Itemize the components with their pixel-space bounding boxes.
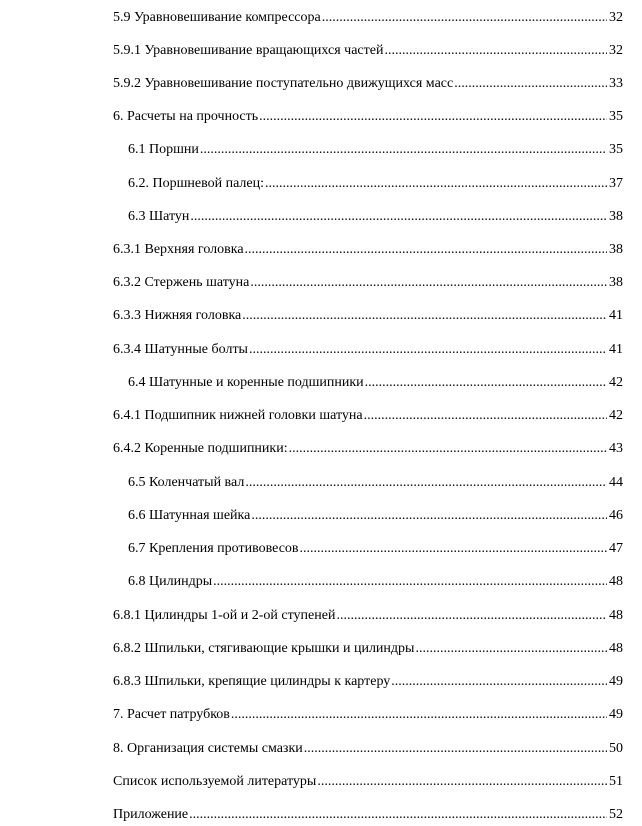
toc-entry[interactable] <box>128 504 623 524</box>
toc-entry[interactable] <box>113 703 623 723</box>
toc-entry[interactable] <box>113 338 623 358</box>
toc-entry[interactable] <box>128 371 623 391</box>
toc-dot-leader <box>231 707 607 723</box>
toc-entry[interactable] <box>113 737 623 757</box>
toc-entry-title: 6.4.2 Коренные подшипники: <box>113 441 288 456</box>
toc-entry-page-number: 35 <box>609 109 623 124</box>
toc-entry-title: 6.8.3 Шпильки, крепящие цилиндры к картеру <box>113 674 391 689</box>
toc-entry-page-number: 49 <box>609 707 623 722</box>
toc-entry[interactable] <box>113 670 623 690</box>
toc-entry[interactable] <box>113 271 623 291</box>
toc-entry[interactable] <box>128 537 623 557</box>
toc-entry-title: 6. Расчеты на прочность <box>113 109 259 124</box>
toc-dot-leader <box>251 508 607 524</box>
toc-entry-title: 6.3.3 Нижняя головка <box>113 308 242 323</box>
toc-entry[interactable] <box>113 238 623 258</box>
toc-entry-title: 6.4 Шатунные и коренные подшипники <box>128 375 364 390</box>
toc-dot-leader <box>259 109 607 125</box>
toc-entry[interactable] <box>113 803 623 823</box>
toc-entry-page-number: 48 <box>609 608 623 623</box>
toc-entry[interactable] <box>128 205 623 225</box>
toc-entry-page-number: 43 <box>609 441 623 456</box>
toc-entry-title: 6.8 Цилиндры <box>128 574 213 589</box>
toc-entry-page-number: 47 <box>609 541 623 556</box>
toc-entry-page-number: 42 <box>609 408 623 423</box>
toc-dot-leader <box>245 242 607 258</box>
toc-dot-leader <box>289 441 607 457</box>
toc-dot-leader <box>213 574 607 590</box>
toc-dot-leader <box>415 641 607 657</box>
toc-dot-leader <box>336 608 607 624</box>
toc-dot-leader <box>242 308 607 324</box>
toc-dot-leader <box>265 176 607 192</box>
toc-entry-title: 6.3.1 Верхняя головка <box>113 242 244 257</box>
toc-entry-page-number: 41 <box>609 308 623 323</box>
toc-dot-leader <box>190 209 607 225</box>
toc-entry[interactable] <box>128 172 623 192</box>
toc-entry[interactable] <box>128 138 623 158</box>
toc-entry-title: 6.3.2 Стержень шатуна <box>113 275 250 290</box>
toc-entry-title: 6.2. Поршневой палец: <box>128 176 265 191</box>
toc-entry-title: Приложение <box>113 807 189 822</box>
toc-entry-page-number: 38 <box>609 242 623 257</box>
toc-entry-page-number: 33 <box>609 76 623 91</box>
toc-entry[interactable] <box>113 770 623 790</box>
toc-entry-page-number: 49 <box>609 674 623 689</box>
toc-entry-page-number: 50 <box>609 741 623 756</box>
toc-entry-title: 6.8.2 Шпильки, стягивающие крышки и цилиндры <box>113 641 415 656</box>
toc-entry-page-number: 46 <box>609 508 623 523</box>
toc-entry-page-number: 38 <box>609 275 623 290</box>
toc-entry[interactable] <box>113 304 623 324</box>
toc-entry-title: 6.8.1 Цилиндры 1-ой и 2-ой ступеней <box>113 608 336 623</box>
toc-entry-page-number: 38 <box>609 209 623 224</box>
toc-entry[interactable] <box>113 105 623 125</box>
toc-entry[interactable] <box>113 72 623 92</box>
toc-entry-title: 6.7 Крепления противовесов <box>128 541 299 556</box>
toc-dot-leader <box>245 475 607 491</box>
toc-dot-leader <box>317 774 607 790</box>
toc-entry-page-number: 42 <box>609 375 623 390</box>
toc-entry-title: 6.4.1 Подшипник нижней головки шатуна <box>113 408 363 423</box>
toc-dot-leader <box>365 375 607 391</box>
toc-entry-title: 5.9.2 Уравновешивание поступательно движущихся масс <box>113 76 454 91</box>
toc-entry-title: 6.3 Шатун <box>128 209 190 224</box>
toc-entry[interactable] <box>113 6 623 26</box>
toc-entry-page-number: 41 <box>609 342 623 357</box>
toc-entry[interactable] <box>113 604 623 624</box>
toc-entry-title: 6.6 Шатунная шейка <box>128 508 251 523</box>
toc-dot-leader <box>249 342 607 358</box>
toc-entry-title: 6.1 Поршни <box>128 142 199 157</box>
toc-dot-leader <box>454 76 607 92</box>
toc-entry-page-number: 32 <box>609 10 623 25</box>
toc-entry-title: 6.5 Коленчатый вал <box>128 475 245 490</box>
toc-entry[interactable] <box>128 471 623 491</box>
toc-entry-title: 6.3.4 Шатунные болты <box>113 342 248 357</box>
toc-entry-title: Список используемой литературы <box>113 774 317 789</box>
toc-dot-leader <box>300 541 607 557</box>
toc-dot-leader <box>304 741 607 757</box>
toc-entry-page-number: 48 <box>609 641 623 656</box>
toc-entry-title: 7. Расчет патрубков <box>113 707 230 722</box>
toc-entry-page-number: 44 <box>609 475 623 490</box>
toc-entry[interactable] <box>113 39 623 59</box>
toc-entry-title: 5.9.1 Уравновешивание вращающихся частей <box>113 43 384 58</box>
toc-dot-leader <box>384 43 607 59</box>
toc-entry-title: 8. Организация системы смазки <box>113 741 303 756</box>
toc-entry-page-number: 51 <box>609 774 623 789</box>
toc-dot-leader <box>322 10 607 26</box>
toc-entry[interactable] <box>113 637 623 657</box>
toc-entry-title: 5.9 Уравновешивание компрессора <box>113 10 321 25</box>
toc-dot-leader <box>391 674 607 690</box>
toc-dot-leader <box>200 142 607 158</box>
toc-entry[interactable] <box>113 404 623 424</box>
toc-entry-page-number: 52 <box>609 807 623 822</box>
toc-entry-page-number: 48 <box>609 574 623 589</box>
toc-entry[interactable] <box>113 437 623 457</box>
toc-entry-page-number: 37 <box>609 176 623 191</box>
toc-entry-page-number: 35 <box>609 142 623 157</box>
toc-entry-page-number: 32 <box>609 43 623 58</box>
toc-entry[interactable] <box>128 570 623 590</box>
toc-dot-leader <box>250 275 607 291</box>
toc-dot-leader <box>189 807 607 823</box>
toc-dot-leader <box>364 408 607 424</box>
